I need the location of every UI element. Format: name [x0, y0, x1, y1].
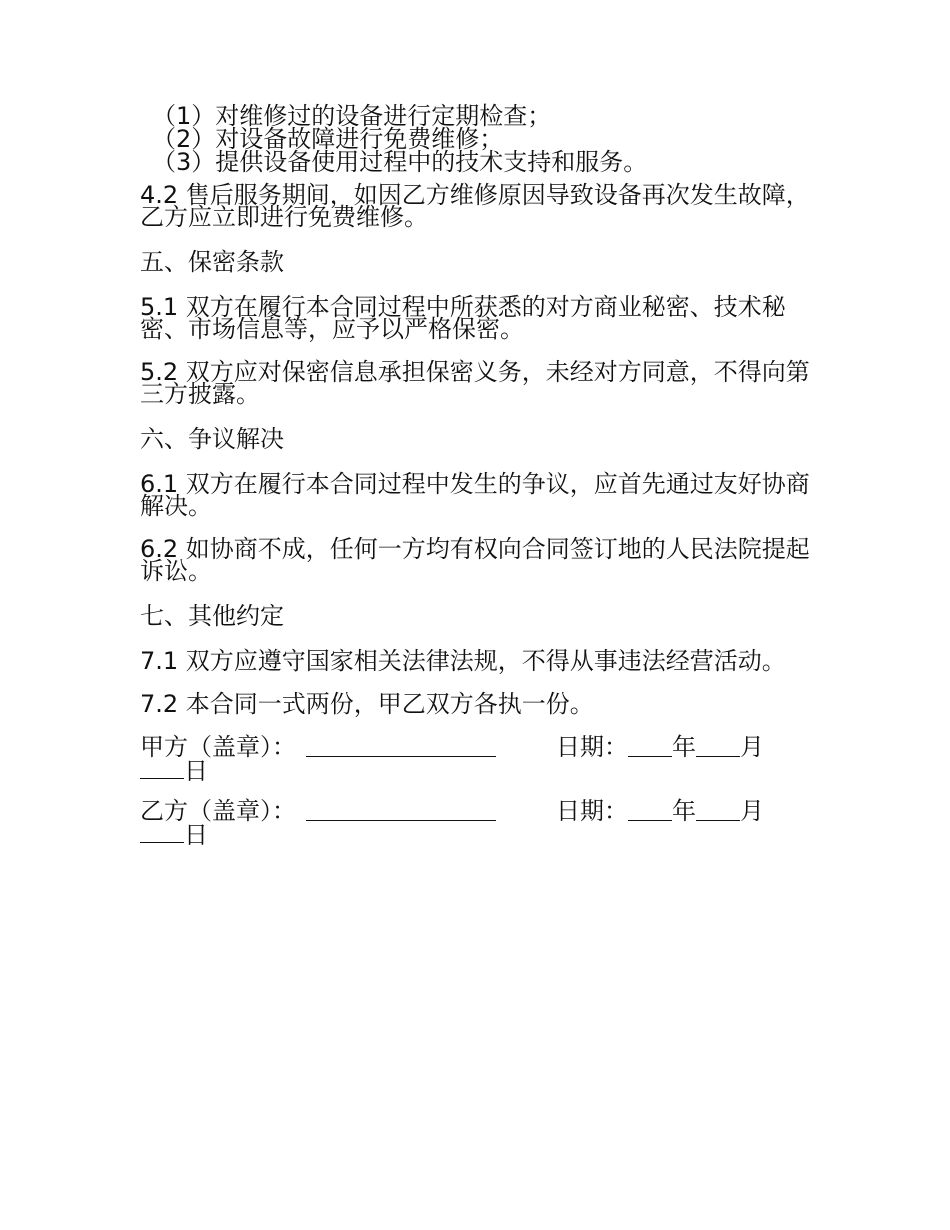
year-label: 年 — [672, 733, 696, 761]
clause-7-1: 7.1 双方应遵守国家相关法律法规，不得从事违法经营活动。 — [140, 647, 786, 675]
list-item: （1）对维修过的设备进行定期检查； — [152, 102, 552, 130]
date-label: 日期： — [556, 797, 628, 825]
section-heading-dispute: 六、争议解决 — [140, 425, 284, 453]
day-blank — [140, 758, 184, 779]
month-blank — [696, 800, 740, 821]
party-b-signature-row — [140, 797, 810, 849]
party-a-signature-row — [140, 733, 810, 785]
list-item: （3）提供设备使用过程中的技术支持和服务。 — [152, 148, 648, 176]
day-label: 日 — [184, 821, 208, 849]
clause-5-1: 5.1 双方在履行本合同过程中所获悉的对方商业秘密、技术秘密、市场信息等，应予以严格保密。 — [140, 293, 786, 343]
list-item: （2）对设备故障进行免费维修； — [152, 125, 504, 153]
day-label: 日 — [184, 757, 208, 785]
after-sales-services-list — [140, 102, 810, 176]
party-a-seal-blank — [306, 736, 496, 757]
month-label: 月 — [740, 733, 764, 761]
year-blank — [628, 736, 672, 757]
clause-6-2: 6.2 如协商不成，任何一方均有权向合同签订地的人民法院提起诉讼。 — [140, 535, 810, 585]
clause-7-2: 7.2 本合同一式两份，甲乙双方各执一份。 — [140, 690, 594, 718]
party-b-label: 乙方（盖章）： — [140, 797, 296, 825]
party-a-label: 甲方（盖章）： — [140, 733, 296, 761]
month-label: 月 — [740, 797, 764, 825]
section-heading-other: 七、其他约定 — [140, 602, 284, 630]
clause-5-2: 5.2 双方应对保密信息承担保密义务，未经对方同意，不得向第三方披露。 — [140, 358, 810, 408]
contract-page — [140, 102, 810, 864]
year-blank — [628, 800, 672, 821]
date-label: 日期： — [556, 733, 628, 761]
day-blank — [140, 822, 184, 843]
year-label: 年 — [672, 797, 696, 825]
party-b-seal-blank — [306, 800, 496, 821]
clause-4-2: 4.2 售后服务期间，如因乙方维修原因导致设备再次发生故障，乙方应立即进行免费维修。 — [140, 181, 810, 231]
clause-6-1: 6.1 双方在履行本合同过程中发生的争议，应首先通过友好协商解决。 — [140, 470, 810, 520]
section-heading-confidentiality: 五、保密条款 — [140, 248, 284, 276]
month-blank — [696, 736, 740, 757]
